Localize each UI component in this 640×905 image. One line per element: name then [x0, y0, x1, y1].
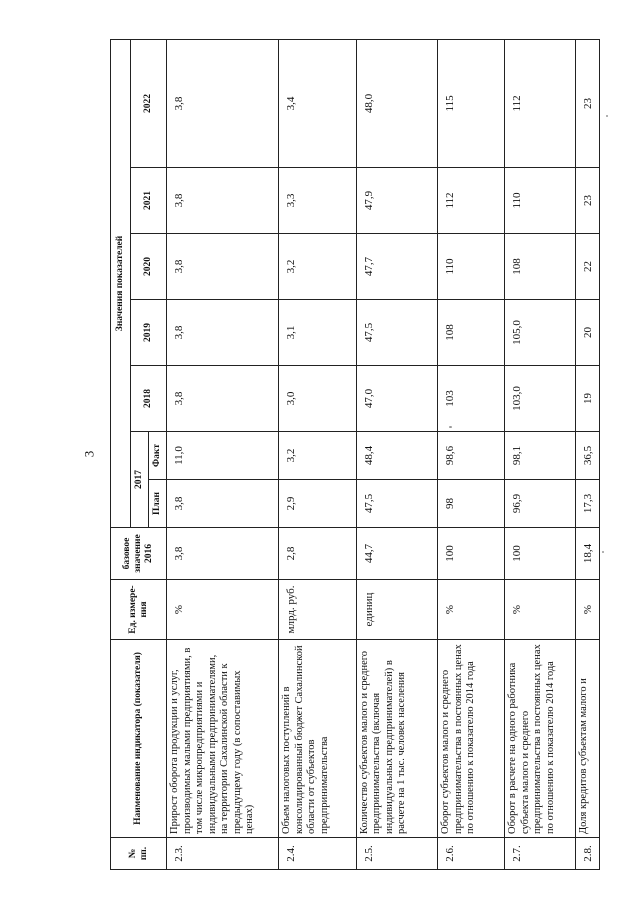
row-2020: 108	[505, 234, 576, 300]
row-2020: 110	[438, 234, 505, 300]
row-2018: 47,0	[356, 366, 438, 432]
header-plan: План	[149, 480, 167, 528]
row-base: 18,4	[576, 528, 600, 580]
header-fact: Факт	[149, 432, 167, 480]
row-fact: 48,4	[356, 432, 438, 480]
table-row	[356, 39, 438, 869]
row-fact: 98,6	[438, 432, 505, 480]
row-fact: 36,5	[576, 432, 600, 480]
header-values-group: Значения показателей	[111, 39, 131, 527]
row-2019: 105,0	[505, 300, 576, 366]
row-fact: 3,2	[279, 432, 357, 480]
scan-speck	[602, 551, 604, 553]
row-2022: 3,4	[279, 39, 357, 167]
row-fact: 11,0	[167, 432, 279, 480]
row-2021: 23	[576, 168, 600, 234]
row-name: Объем налоговых поступлений в консолидированный бюджет Сахалинской области от субъектов предпринимательства	[279, 640, 357, 838]
row-2020: 47,7	[356, 234, 438, 300]
scan-speck	[449, 426, 452, 428]
row-2019: 20	[576, 300, 600, 366]
row-2020: 3,8	[167, 234, 279, 300]
header-num: № пп.	[111, 838, 167, 870]
row-2021: 47,9	[356, 168, 438, 234]
table-row	[505, 39, 576, 869]
row-2019: 108	[438, 300, 505, 366]
row-2019: 3,1	[279, 300, 357, 366]
row-2021: 112	[438, 168, 505, 234]
row-name: Количество субъектов малого и среднего предпринимательства (включая индивидуальных предпринимателей) в расчете на 1 тыс. человек населения	[356, 640, 438, 838]
row-2021: 110	[505, 168, 576, 234]
row-2018: 103,0	[505, 366, 576, 432]
row-2019: 47,5	[356, 300, 438, 366]
row-plan: 98	[438, 480, 505, 528]
row-plan: 96,9	[505, 480, 576, 528]
row-num: 2.7.	[505, 838, 576, 870]
row-2020: 22	[576, 234, 600, 300]
row-unit: %	[167, 580, 279, 640]
row-base: 100	[505, 528, 576, 580]
scan-speck	[606, 115, 608, 117]
row-unit: единиц	[356, 580, 438, 640]
row-2021: 3,8	[167, 168, 279, 234]
row-2018: 19	[576, 366, 600, 432]
header-2022: 2022	[131, 39, 167, 167]
row-2022: 23	[576, 39, 600, 167]
row-unit: %	[505, 580, 576, 640]
row-base: 100	[438, 528, 505, 580]
row-base: 44,7	[356, 528, 438, 580]
row-num: 2.5.	[356, 838, 438, 870]
row-2022: 3,8	[167, 39, 279, 167]
row-num: 2.6.	[438, 838, 505, 870]
row-2018: 3,8	[167, 366, 279, 432]
row-num: 2.3.	[167, 838, 279, 870]
row-2022: 115	[438, 39, 505, 167]
row-num: 2.8.	[576, 838, 600, 870]
header-2017: 2017	[131, 432, 149, 528]
row-plan: 3,8	[167, 480, 279, 528]
row-2022: 112	[505, 39, 576, 167]
row-base: 2,8	[279, 528, 357, 580]
row-2020: 3,2	[279, 234, 357, 300]
header-2021: 2021	[131, 168, 167, 234]
row-unit: %	[576, 580, 600, 640]
row-name: Оборот субъектов малого и среднего предпринимательства в постоянных ценах по отношению к показателю 2014 года	[438, 640, 505, 838]
row-base: 3,8	[167, 528, 279, 580]
header-2018: 2018	[131, 366, 167, 432]
row-2018: 3,0	[279, 366, 357, 432]
row-fact: 98,1	[505, 432, 576, 480]
row-unit: млрд. руб.	[279, 580, 357, 640]
row-name: Доля кредитов субъектам малого и	[576, 640, 600, 838]
row-unit: %	[438, 580, 505, 640]
table-row	[279, 39, 357, 869]
page-number: 3	[81, 450, 97, 458]
row-2021: 3,3	[279, 168, 357, 234]
row-2019: 3,8	[167, 300, 279, 366]
table-row	[576, 39, 600, 869]
row-name: Прирост оборота продукции и услуг, производимых малыми предприятиями, в том числе микропредприятиями и индивидуальными предпринимателями, на территории Сахалинской области к предыдущему году (в сопоставимых ценах)	[167, 640, 279, 838]
row-plan: 47,5	[356, 480, 438, 528]
header-unit: Ед. измере-ния	[111, 580, 167, 640]
header-base: базовое значение 2016	[111, 528, 167, 580]
table-row	[438, 39, 505, 869]
header-name: Наименование индикатора (показателя)	[111, 640, 167, 838]
row-plan: 17,3	[576, 480, 600, 528]
table-row	[167, 39, 279, 869]
row-num: 2.4.	[279, 838, 357, 870]
row-2018: 103	[438, 366, 505, 432]
row-plan: 2,9	[279, 480, 357, 528]
rotated-table-container	[110, 40, 600, 870]
header-2020: 2020	[131, 234, 167, 300]
row-name: Оборот в расчете на одного работника субъекта малого и среднего предпринимательства в постоянных ценах по отношению к показателю 2014 года	[505, 640, 576, 838]
header-2019: 2019	[131, 300, 167, 366]
row-2022: 48,0	[356, 39, 438, 167]
indicators-table	[110, 39, 600, 870]
